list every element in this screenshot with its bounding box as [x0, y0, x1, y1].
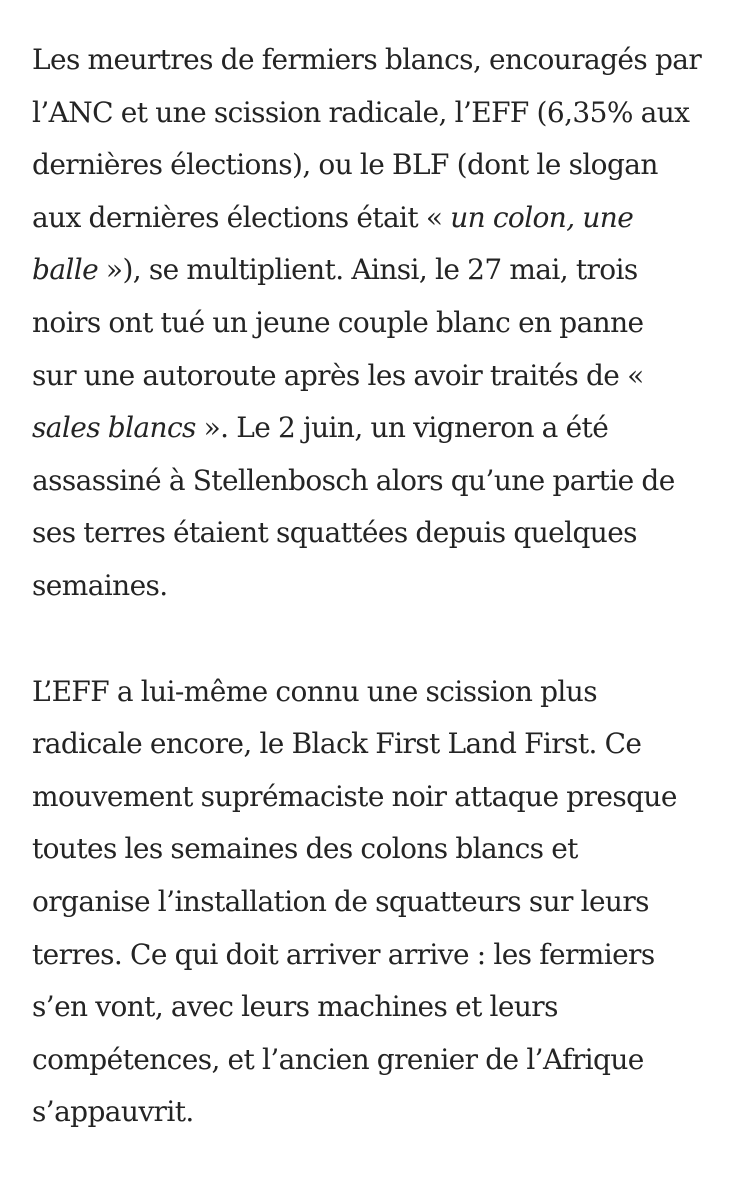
- paragraph-2-line-1: L’EFF a lui-même connu une scission plus: [32, 674, 597, 708]
- paragraph-2-line-2: radicale encore, le Black First Land First. Ce: [32, 727, 642, 761]
- paragraph-1-line-9: assassiné à Stellenbosch alors qu’une partie de: [32, 463, 675, 497]
- paragraph-1-line-4: aux dernières élections était «: [32, 200, 451, 234]
- paragraph-1-line-7: sur une autoroute après les avoir traités de «: [32, 358, 644, 392]
- paragraph-1: [32, 34, 704, 613]
- paragraph-1-line-11: semaines.: [32, 568, 168, 602]
- paragraph-2-line-4: toutes les semaines des colons blancs et: [32, 832, 578, 866]
- paragraph-2-line-3: mouvement suprémaciste noir attaque presque: [32, 779, 677, 813]
- paragraph-2-line-6: terres. Ce qui doit arriver arrive : les fermiers: [32, 937, 655, 971]
- paragraph-2-line-7: s’en vont, avec leurs machines et leurs: [32, 990, 558, 1024]
- slogan-quote-part-1: un colon, une: [450, 200, 634, 234]
- paragraph-1-line-10: ses terres étaient squattées depuis quelques: [32, 516, 637, 550]
- paragraph-1-line-3: dernières élections), ou le BLF (dont le slogan: [32, 148, 658, 182]
- paragraph-2: [32, 666, 704, 1139]
- insult-quote: sales blancs: [32, 411, 196, 445]
- paragraph-1-line-2: l’ANC et une scission radicale, l’EFF (6,35% aux: [32, 95, 690, 129]
- paragraph-2-line-9: s’appauvrit.: [32, 1095, 194, 1129]
- paragraph-1-line-1: Les meurtres de fermiers blancs, encouragés par: [32, 43, 702, 76]
- paragraph-1-line-8: ». Le 2 juin, un vigneron a été: [195, 411, 609, 445]
- paragraph-2-line-8: compétences, et l’ancien grenier de l’Afrique: [32, 1042, 644, 1076]
- paragraph-2-line-5: organise l’installation de squatteurs sur leurs: [32, 884, 649, 918]
- paragraph-1-line-6: noirs ont tué un jeune couple blanc en panne: [32, 305, 644, 339]
- paragraph-1-line-5: »), se multiplient. Ainsi, le 27 mai, trois: [98, 253, 638, 287]
- slogan-quote-part-2: balle: [32, 253, 99, 287]
